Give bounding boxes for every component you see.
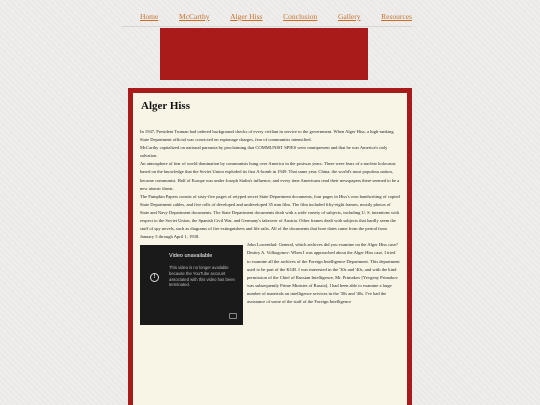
nav-gallery-link[interactable]: Gallery	[337, 12, 361, 21]
interview-text	[247, 241, 400, 325]
content-panel	[128, 88, 412, 405]
video-unavailable-title: Video unavailable	[169, 253, 213, 260]
nav-mccarthy-link[interactable]: McCarthy	[179, 12, 210, 21]
header-banner	[160, 28, 368, 80]
interview-question: John Lowenthal: General, which archives did you examine on the Alger Hiss case?	[247, 242, 398, 248]
top-nav	[122, 12, 412, 26]
embedded-video-player[interactable]	[140, 245, 243, 325]
interview-answer: Dmitry A. Volkogonov: When I was approached about the Alger Hiss case, I tried to examine all the archives of the Foreign Intelligence Department. This department used to be part of the KGB. I was interested in the '30s and '40s, and with the kind permission of the Chief of Russian Intelligence, Mr. Primakov [Yevgeny Primakov was subsequently Prime Minister of Russia], I had been able to examine a large number of materials on intelligence services in the '30s and '40s. I've had the assistance of some of the staff of the Foreign Intelligence	[247, 250, 400, 304]
paragraph-pumpkin-papers: The Pumpkin Papers consist of sixty-five pages of retyped secret State Department documents, four pages in Hiss's own handwriting of copied State Department cables, and five rolls of developed and undeveloped 35 mm film. The film included fifty-eight frames, mostly photos of State and Navy Department documents. The State Department documents dealt with a wide variety of subjects, including U. S. intentions with respect to the Soviet Union, the Spanish Civil War, and Germany's takeover of Austria. Other frames dealt with subjects that hardly seem the stuff of spy novels, such as diagrams of fire extinguishers and life rafts. All of the documents that bore dates came from the period from January 5 through April 1, 1938.	[140, 193, 400, 240]
content-inner	[133, 93, 407, 405]
nav-conclusion-link[interactable]: Conclusion	[283, 12, 318, 21]
video-unavailable-message: This video is no longer available because the YouTube account associated with this video has been terminated.	[169, 265, 235, 288]
page-title: Alger Hiss	[141, 100, 190, 112]
nav-resources-link[interactable]: Resources	[381, 12, 412, 21]
paragraph-mccarthy: McCarthy capitalized on national paranoia by proclaiming that COMMUNIST SPIES were omnipresent and that he was America's only salvation.	[140, 145, 388, 159]
paragraph-atmosphere: An atmosphere of fear of world domination by communists hung over America in the postwar years. There were fears of a nuclear holocaust based on the knowledge that the Soviet Union exploded its first A-bomb in 1949. That same year, China, the world's most populous nation, became communist. Half of Europe was under Joseph Stalin's influence, and every time Americans read their newspapers there seemed to be a new atomic threat.	[140, 161, 400, 191]
exclamation-icon: !	[150, 273, 159, 282]
video-and-interview	[140, 241, 400, 325]
youtube-logo-icon[interactable]	[229, 313, 237, 319]
paragraph-truman: In 1947, President Truman had ordered background checks of every civilian in service to the government. When Alger Hiss, a high-ranking State Department official was convicted on espionage charges, fear of communists intensified.	[140, 129, 394, 143]
nav-alger-hiss-link[interactable]: Alger Hiss	[230, 12, 263, 21]
nav-divider	[122, 26, 412, 27]
nav-home-link[interactable]: Home	[140, 12, 159, 21]
